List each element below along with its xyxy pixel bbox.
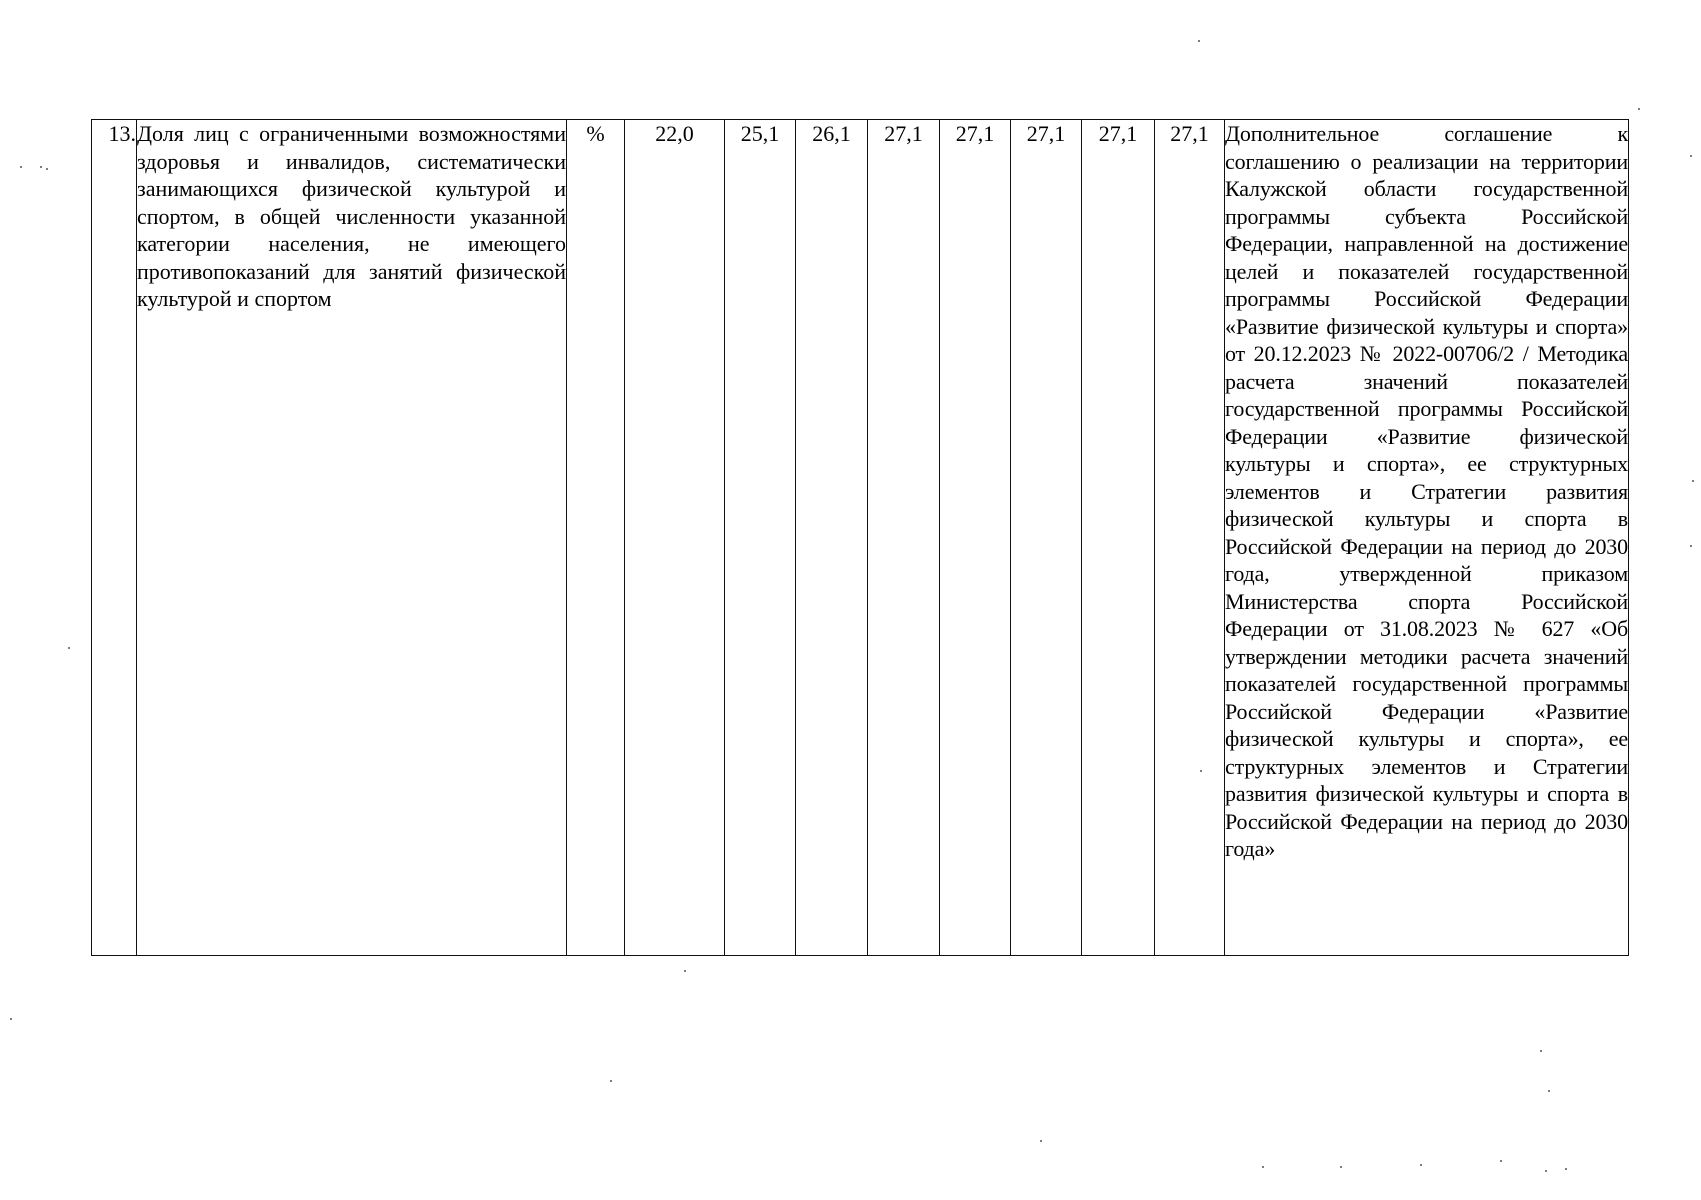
value-cell-6: 27,1 [1011, 120, 1082, 956]
scan-speck [684, 970, 686, 972]
scan-speck [1690, 155, 1692, 157]
scan-speck [1420, 1164, 1422, 1166]
value-cell-8: 27,1 [1155, 120, 1225, 956]
scan-speck [610, 1080, 612, 1082]
indicator-table [91, 119, 1629, 956]
scan-speck [68, 647, 70, 649]
scan-speck [1638, 108, 1640, 110]
scan-speck [1040, 1140, 1042, 1142]
scan-speck [1262, 1166, 1264, 1168]
source-document: Дополнительное соглашение к соглашению о реализации на территории Калужской области государственной программы субъекта Российской Федерации, направленной на достижение целей и показателей государственной программы Российской Федерации «Развитие физической культуры и спорта» от 20.12.2023 № 2022-00706/2 / Методика расчета значений показателей государственной программы Российской Федерации «Развитие физической культуры и спорта», ее структурных элементов и Стратегии развития физической культуры и спорта в Российской Федерации на период до 2030 года, утвержденной приказом Министерства спорта Российской Федерации от 31.08.2023 № 627 «Об утверждении методики расчета значений показателей государственной программы Российской Федерации «Развитие физической культуры и спорта», ее структурных элементов и Стратегии развития физической культуры и спорта в Российской Федерации на период до 2030 года» [1225, 120, 1629, 956]
scan-speck [40, 166, 42, 168]
scan-speck [1500, 1160, 1502, 1162]
row-number: 13. [92, 120, 137, 956]
scan-speck [10, 1018, 12, 1020]
scan-speck [1200, 770, 1202, 772]
scan-speck [1690, 545, 1692, 547]
scan-speck [1340, 1166, 1342, 1168]
table-row [92, 120, 1629, 956]
value-cell-2: 25,1 [725, 120, 796, 956]
scan-speck [46, 168, 48, 170]
indicator-name: Доля лиц с ограниченными возможностями здоровья и инвалидов, систематически занимающихся физической культурой и спортом, в общей численности указанной категории населения, не имеющего противопоказаний для занятий физической культурой и спортом [137, 120, 567, 956]
unit-cell: % [567, 120, 625, 956]
scan-speck [1545, 1170, 1547, 1172]
scan-speck [1548, 1090, 1550, 1092]
scan-speck [1198, 40, 1200, 42]
value-cell-7: 27,1 [1082, 120, 1155, 956]
value-cell-3: 26,1 [796, 120, 868, 956]
scan-speck [1692, 480, 1694, 482]
scan-speck [1540, 1050, 1542, 1052]
value-cell-5: 27,1 [940, 120, 1011, 956]
scan-speck [1565, 1168, 1567, 1170]
value-cell-1: 22,0 [625, 120, 725, 956]
value-cell-4: 27,1 [868, 120, 940, 956]
scan-speck [20, 166, 22, 168]
